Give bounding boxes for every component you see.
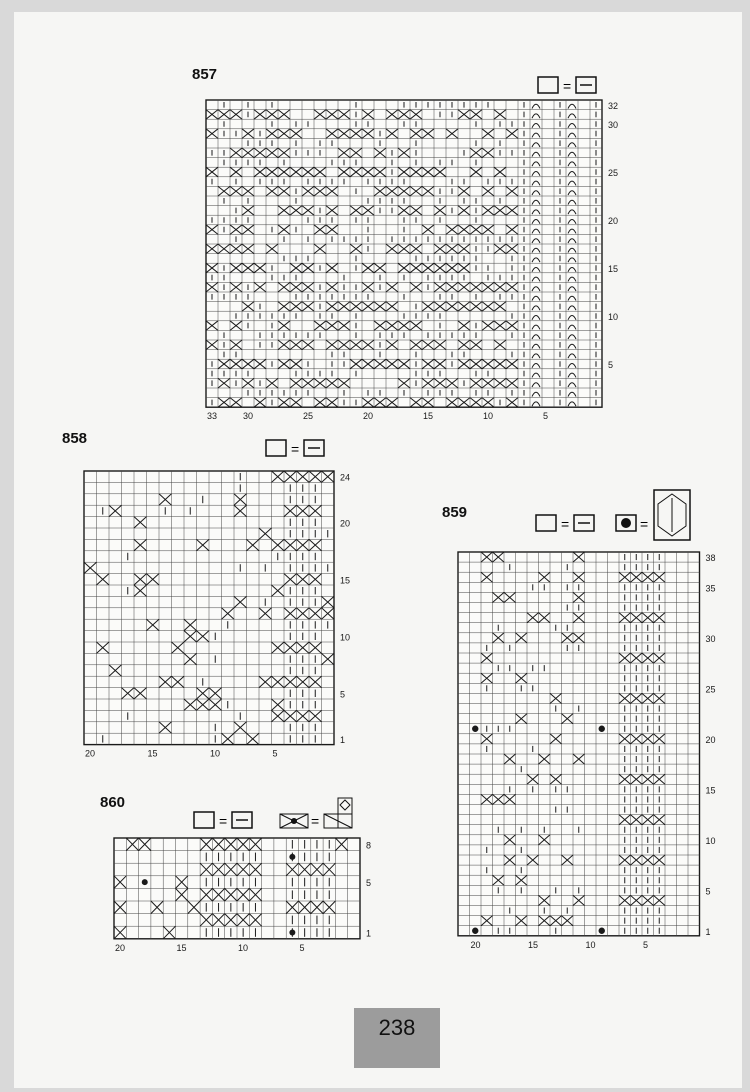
page-number: 238 (354, 1008, 440, 1068)
chart-857-label: 857 (192, 66, 218, 83)
col-label: 5 (643, 939, 649, 950)
bobble-mark (472, 928, 478, 934)
col-label: 20 (363, 411, 374, 422)
row-label: 35 (705, 583, 716, 594)
row-label: 10 (705, 835, 716, 846)
bobble-mark (472, 726, 478, 732)
col-label: 10 (585, 939, 596, 950)
col-label: 20 (115, 942, 126, 953)
chart-859-grid (432, 542, 722, 962)
row-label: 8 (366, 840, 372, 851)
chart-857-key (536, 74, 602, 96)
row-label: 10 (608, 312, 619, 322)
row-label: 1 (340, 734, 346, 745)
row-label: 5 (340, 689, 346, 700)
row-label: 15 (340, 575, 351, 586)
row-label: 38 (705, 553, 716, 564)
col-label: 20 (470, 939, 481, 950)
row-label: 20 (608, 216, 619, 226)
svg-text:=: = (291, 441, 300, 457)
row-label: 15 (608, 264, 619, 274)
svg-text:=: = (219, 813, 228, 829)
svg-text:=: = (640, 516, 649, 532)
row-label: 30 (705, 633, 716, 644)
row-label: 10 (340, 632, 351, 643)
row-label: 5 (608, 360, 614, 370)
col-label: 15 (176, 942, 187, 953)
col-label: 10 (483, 411, 494, 422)
bobble-mark (599, 726, 605, 732)
col-label: 25 (303, 411, 314, 422)
chart-858-key (264, 437, 330, 459)
row-label: 5 (705, 886, 711, 897)
col-label: 20 (85, 748, 96, 759)
col-label: 5 (543, 411, 549, 422)
row-label: 1 (705, 926, 711, 937)
bobble-mark (142, 879, 148, 885)
chart-858-grid (64, 459, 364, 769)
col-label: 33 (207, 411, 218, 422)
chart-860-grid (94, 830, 372, 960)
row-label: 32 (608, 100, 619, 111)
col-label: 5 (299, 942, 305, 953)
row-label: 25 (705, 684, 716, 695)
svg-text:=: = (563, 78, 572, 94)
row-label: 1 (366, 928, 372, 939)
book-page (14, 12, 742, 1088)
col-label: 5 (272, 748, 278, 759)
row-label: 24 (340, 472, 351, 483)
row-label: 20 (705, 734, 716, 745)
chart-860-label: 860 (100, 794, 126, 811)
chart-857-grid (186, 94, 636, 424)
chart-859-key (534, 488, 694, 542)
bobble-mark (599, 928, 605, 934)
row-label: 30 (608, 120, 619, 130)
col-label: 15 (147, 748, 158, 759)
chart-858-label: 858 (62, 430, 88, 447)
row-label: 25 (608, 168, 619, 178)
bobble-mark (289, 930, 295, 936)
bobble-mark (289, 854, 295, 860)
col-label: 15 (423, 411, 434, 422)
svg-text:=: = (311, 813, 320, 829)
col-label: 30 (243, 411, 254, 422)
col-label: 10 (210, 748, 221, 759)
chart-859-label: 859 (442, 504, 468, 521)
col-label: 10 (238, 942, 249, 953)
row-label: 5 (366, 878, 372, 889)
svg-text:=: = (561, 516, 570, 532)
row-label: 15 (705, 785, 716, 796)
col-label: 15 (528, 939, 539, 950)
row-label: 20 (340, 518, 351, 529)
